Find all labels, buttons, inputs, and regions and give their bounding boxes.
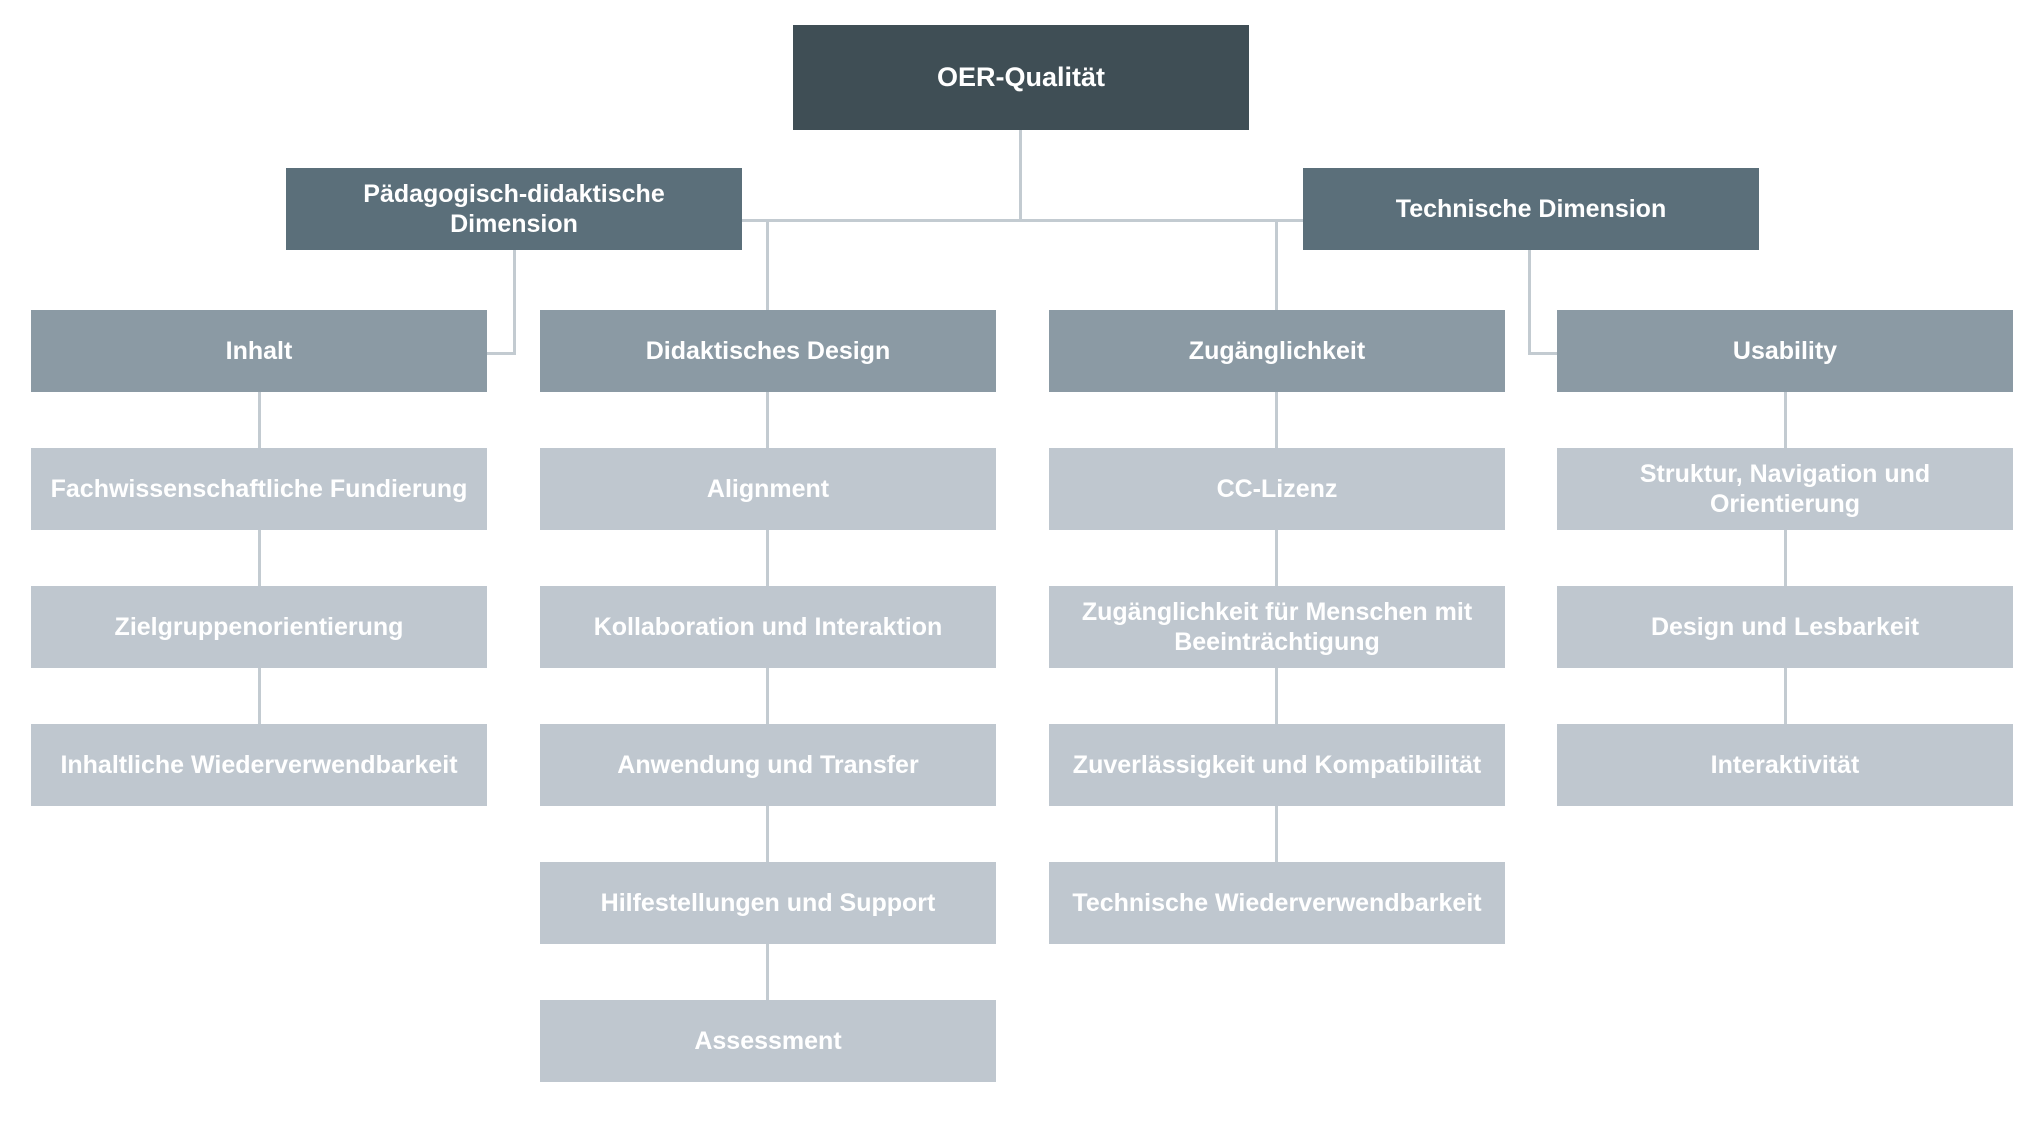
node-item: Alignment: [540, 448, 996, 530]
connector-root-stem: [1019, 130, 1022, 221]
node-category-usability: Usability: [1557, 310, 2013, 392]
node-item: Design und Lesbarkeit: [1557, 586, 2013, 668]
node-category-inhalt: Inhalt: [31, 310, 487, 392]
connector-col2-link-3: [766, 668, 769, 728]
node-item: Kollaboration und Interaktion: [540, 586, 996, 668]
connector-col3-link-2: [1275, 530, 1278, 590]
node-item: Zielgruppenorientierung: [31, 586, 487, 668]
node-item: Anwendung und Transfer: [540, 724, 996, 806]
node-item: Zugänglichkeit für Menschen mit Beeinträchtigung: [1049, 586, 1505, 668]
node-branch-technical: Technische Dimension: [1303, 168, 1759, 250]
connector-col4-link-1: [1784, 392, 1787, 452]
node-category-zugaenglichkeit: Zugänglichkeit: [1049, 310, 1505, 392]
connector-col2-link-2: [766, 530, 769, 590]
node-item: Struktur, Navigation und Orientierung: [1557, 448, 2013, 530]
node-item: Inhaltliche Wiederverwendbarkeit: [31, 724, 487, 806]
connector-col2-link-1: [766, 392, 769, 452]
connector-col1-link-1: [258, 392, 261, 452]
node-item: Technische Wiederverwendbarkeit: [1049, 862, 1505, 944]
node-item: Assessment: [540, 1000, 996, 1082]
node-root: OER-Qualität: [793, 25, 1249, 130]
connector-col4-link-2: [1784, 530, 1787, 590]
connector-col4-link-3: [1784, 668, 1787, 728]
connector-col1-link-3: [258, 668, 261, 728]
connector-col2-link-5: [766, 944, 769, 1004]
connector-col2-link-4: [766, 806, 769, 866]
node-category-didaktisches-design: Didaktisches Design: [540, 310, 996, 392]
node-item: Fachwissenschaftliche Fundierung: [31, 448, 487, 530]
node-item: Hilfestellungen und Support: [540, 862, 996, 944]
connector-col3-link-4: [1275, 806, 1278, 866]
connector-col3-link-3: [1275, 668, 1278, 728]
node-item: Zuverlässigkeit und Kompatibilität: [1049, 724, 1505, 806]
node-item: CC-Lizenz: [1049, 448, 1505, 530]
node-branch-pedagogical: Pädagogisch-didaktische Dimension: [286, 168, 742, 250]
connector-col1-link-2: [258, 530, 261, 590]
node-item: Interaktivität: [1557, 724, 2013, 806]
connector-col3-link-1: [1275, 392, 1278, 452]
